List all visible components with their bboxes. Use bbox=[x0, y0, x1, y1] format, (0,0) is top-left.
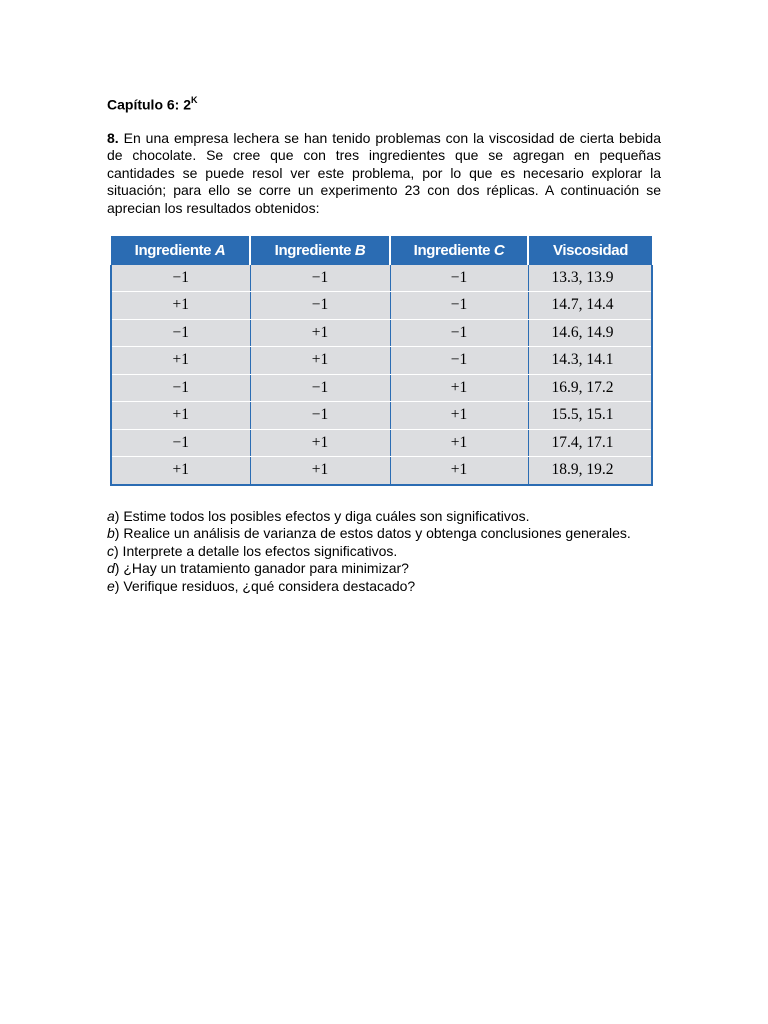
table-cell: −1 bbox=[250, 292, 390, 320]
document-page bbox=[107, 92, 661, 596]
table-cell: −1 bbox=[250, 402, 390, 430]
table-cell: −1 bbox=[390, 319, 528, 347]
chapter-title: Capítulo 6: 2 bbox=[107, 96, 192, 113]
table-row bbox=[111, 347, 652, 375]
question-item: c) Interprete a detalle los efectos significativos. bbox=[107, 542, 398, 559]
table-cell: 18.9, 19.2 bbox=[528, 457, 652, 485]
chapter-superscript: K bbox=[191, 95, 198, 105]
table-cell: 14.6, 14.9 bbox=[528, 319, 652, 347]
table-cell: −1 bbox=[250, 374, 390, 402]
question-item: b) Realice un análisis de varianza de estos datos y obtenga conclusiones generales. bbox=[107, 525, 631, 542]
problem-statement bbox=[107, 130, 661, 218]
question-item: a) Estime todos los posibles efectos y diga cuáles son significativos. bbox=[107, 507, 530, 524]
table-row bbox=[111, 429, 652, 457]
table-cell: 17.4, 17.1 bbox=[528, 429, 652, 457]
table-cell: 13.3, 13.9 bbox=[528, 265, 652, 292]
table-cell: 15.5, 15.1 bbox=[528, 402, 652, 430]
table-cell: +1 bbox=[390, 457, 528, 485]
question-item: d) ¿Hay un tratamiento ganador para minimizar? bbox=[107, 560, 409, 577]
table-row bbox=[111, 402, 652, 430]
table-row bbox=[111, 457, 652, 485]
table-cell: −1 bbox=[111, 374, 250, 402]
table-cell: −1 bbox=[390, 347, 528, 375]
table-cell: −1 bbox=[250, 265, 390, 292]
table-row bbox=[111, 374, 652, 402]
table-cell: −1 bbox=[390, 265, 528, 292]
question-list bbox=[107, 508, 661, 596]
results-table bbox=[110, 236, 653, 486]
table-cell: +1 bbox=[111, 402, 250, 430]
table-cell: −1 bbox=[111, 265, 250, 292]
problem-number: 8. bbox=[107, 129, 119, 146]
header-ingredient-a: Ingrediente A bbox=[111, 236, 250, 265]
table-cell: 14.7, 14.4 bbox=[528, 292, 652, 320]
problem-text: En una empresa lechera se han tenido problemas con la viscosidad de cierta bebida de chocolate. Se cree que con tres ingredientes que se agregan en pequeñas cantidades se puede resol ver este problema, por lo que es necesario explorar la situación; para ello se corre un experimento 23 con dos réplicas. A continuación se aprecian los resultados obtenidos: bbox=[107, 129, 661, 217]
table-cell: 16.9, 17.2 bbox=[528, 374, 652, 402]
table-cell: +1 bbox=[111, 457, 250, 485]
table-cell: −1 bbox=[111, 319, 250, 347]
table-cell: −1 bbox=[111, 429, 250, 457]
table-cell: 14.3, 14.1 bbox=[528, 347, 652, 375]
table-cell: −1 bbox=[390, 292, 528, 320]
table-row bbox=[111, 319, 652, 347]
table-cell: +1 bbox=[250, 457, 390, 485]
table-cell: +1 bbox=[111, 347, 250, 375]
table-cell: +1 bbox=[111, 292, 250, 320]
table-cell: +1 bbox=[390, 429, 528, 457]
table-cell: +1 bbox=[250, 347, 390, 375]
chapter-heading bbox=[107, 92, 661, 114]
table-cell: +1 bbox=[250, 429, 390, 457]
header-viscosidad: Viscosidad bbox=[528, 236, 652, 265]
header-ingredient-b: Ingrediente B bbox=[250, 236, 390, 265]
header-ingredient-c: Ingrediente C bbox=[390, 236, 528, 265]
table-row bbox=[111, 265, 652, 292]
table-cell: +1 bbox=[250, 319, 390, 347]
table-cell: +1 bbox=[390, 374, 528, 402]
table-cell: +1 bbox=[390, 402, 528, 430]
table-header-row bbox=[111, 236, 652, 265]
question-item: e) Verifique residuos, ¿qué considera destacado? bbox=[107, 578, 416, 594]
table-row bbox=[111, 292, 652, 320]
